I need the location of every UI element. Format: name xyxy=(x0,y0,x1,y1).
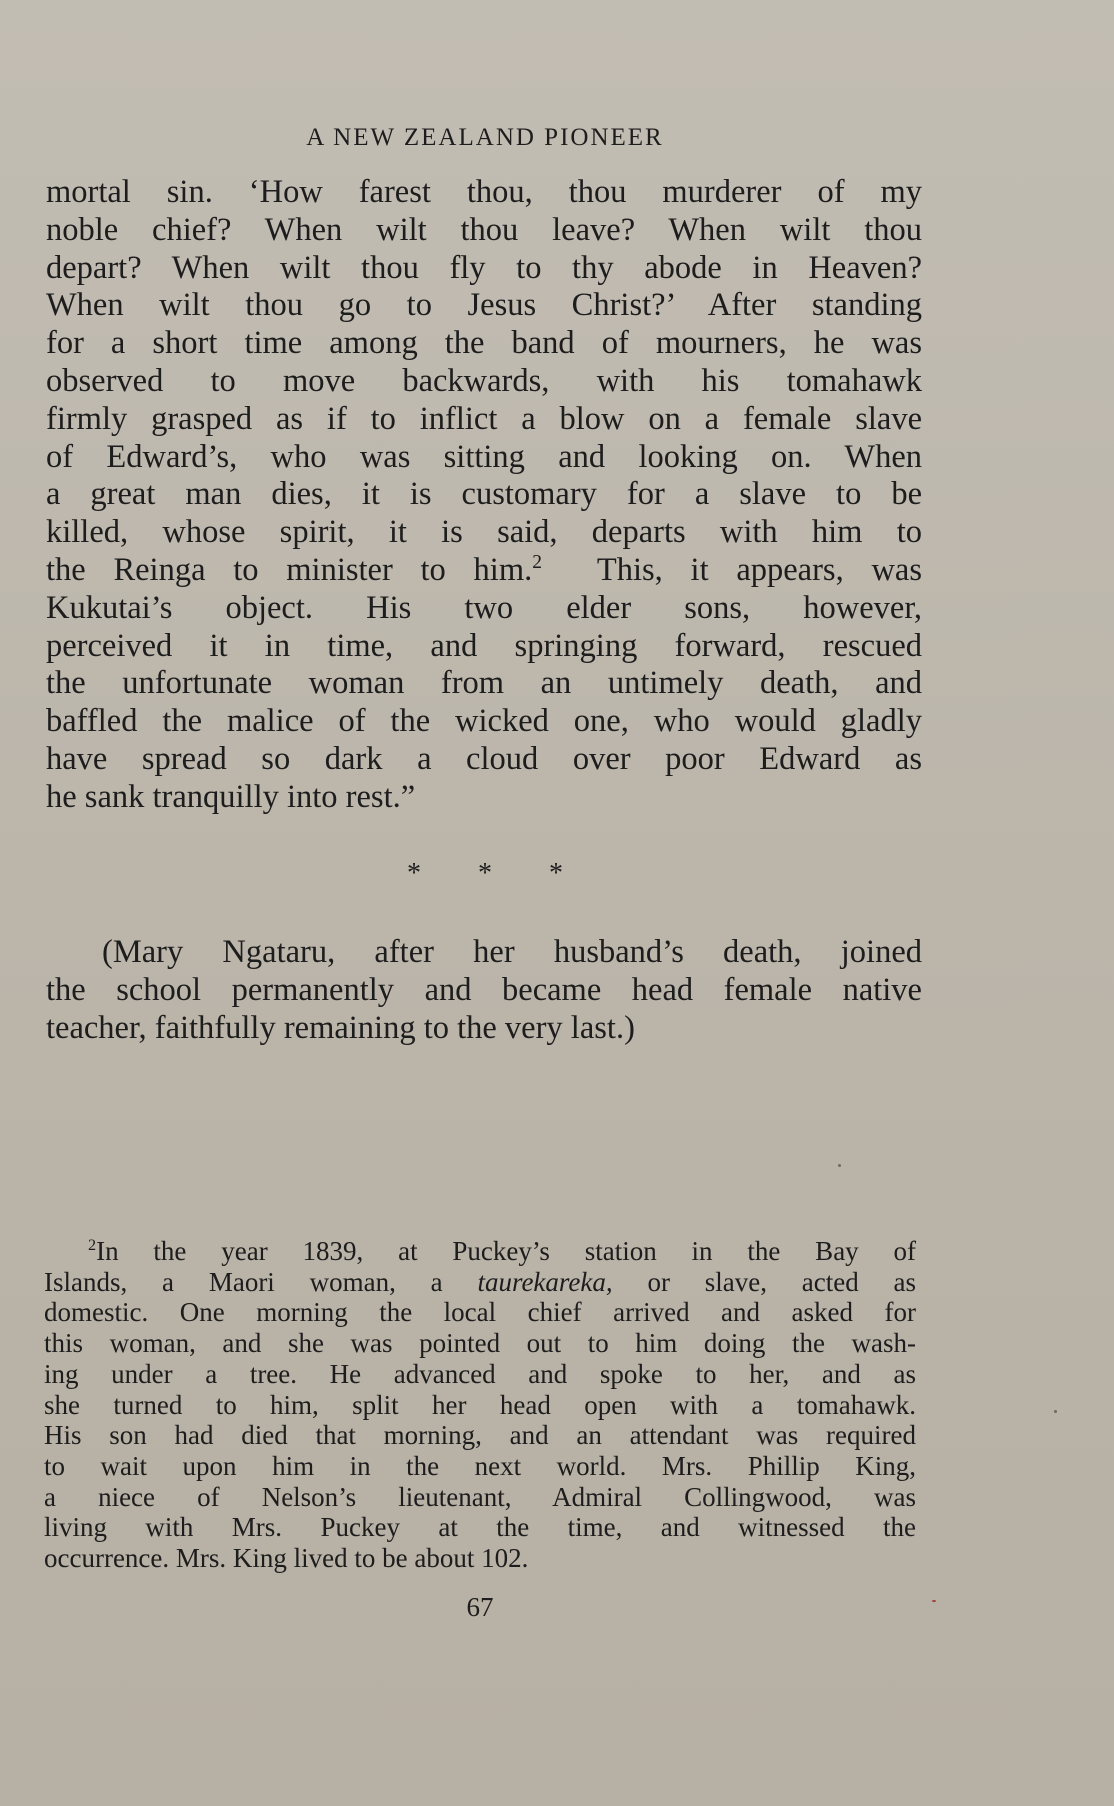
text-line: for a short time among the band of mourners, he was xyxy=(46,325,922,362)
text-segment: the Reinga to minister to him. xyxy=(46,551,533,588)
text-line: perceived it in time, and springing forward, rescued xyxy=(46,627,922,664)
footnote-line: His son had died that morning, and an attendant was required xyxy=(44,1420,916,1451)
footnote-line: to wait upon him in the next world. Mrs. Phillip King, xyxy=(44,1450,916,1481)
text-line: baffled the malice of the wicked one, who would gladly xyxy=(46,703,922,740)
text-line: observed to move backwards, with his tomahawk xyxy=(46,362,922,399)
text-line: (Mary Ngataru, after her husband’s death, joined xyxy=(102,934,922,970)
text-line: of Edward’s, who was sitting and looking on. When xyxy=(46,438,922,475)
footnote xyxy=(44,1236,916,1574)
text-line: When wilt thou go to Jesus Christ?’ After standing xyxy=(46,287,922,324)
footnote-line: she turned to him, split her head open with a tomahawk. xyxy=(44,1389,916,1420)
footnote-line: a niece of Nelson’s lieutenant, Admiral Collingwood, was xyxy=(44,1481,916,1512)
paper-speck xyxy=(1054,1410,1057,1413)
text-line: depart? When wilt thou fly to thy abode in Heaven? xyxy=(46,249,922,286)
footnote-marker: 2 xyxy=(88,1236,97,1254)
text-segment: or slave, acted as xyxy=(647,1266,917,1297)
text-line: firmly grasped as if to inflict a blow on a female slave xyxy=(46,400,922,437)
text-line: a great man dies, it is customary for a slave to be xyxy=(46,476,922,513)
text-line: killed, whose spirit, it is said, departs with him to xyxy=(46,514,922,551)
main-paragraph xyxy=(46,174,922,817)
section-break-asterisks: * * * xyxy=(407,858,563,889)
italic-maori-term: taurekareka, xyxy=(477,1266,613,1297)
paper-speck xyxy=(838,1164,841,1167)
text-segment: Islands, a Maori woman, a xyxy=(44,1266,443,1297)
text-line: noble chief? When wilt thou leave? When wilt thou xyxy=(46,211,922,248)
text-line: the unfortunate woman from an untimely death, and xyxy=(46,665,922,702)
running-head: A NEW ZEALAND PIONEER xyxy=(306,124,664,151)
text-line: he sank tranquilly into rest.” xyxy=(46,778,416,815)
footnote-line: this woman, and she was pointed out to him doing the wash- xyxy=(44,1328,916,1359)
footnote-line xyxy=(44,1267,916,1298)
footnote-line: living with Mrs. Puckey at the time, and witnessed the xyxy=(44,1512,916,1543)
footnote-line xyxy=(44,1236,916,1267)
text-line: mortal sin. ‘How farest thou, thou murderer of my xyxy=(46,174,922,210)
footnote-line: domestic. One morning the local chief arrived and asked for xyxy=(44,1297,916,1328)
paper-speck xyxy=(932,1600,936,1602)
text-line-with-footnote-ref xyxy=(46,552,922,590)
page-number: 67 xyxy=(466,1592,494,1622)
text-line: have spread so dark a cloud over poor Edward as xyxy=(46,740,922,777)
second-paragraph xyxy=(46,934,922,1047)
text-line: teacher, faithfully remaining to the very last.) xyxy=(46,1009,635,1046)
footnote-line: ing under a tree. He advanced and spoke to her, and as xyxy=(44,1358,916,1389)
footnote-reference: 2 xyxy=(532,552,542,574)
text-segment: In the year 1839, at Puckey’s station in the Bay of xyxy=(96,1236,916,1266)
text-segment: This, it appears, was xyxy=(596,551,922,588)
text-line: Kukutai’s object. His two elder sons, however, xyxy=(46,589,922,626)
text-line: the school permanently and became head female native xyxy=(46,971,922,1008)
footnote-line: occurrence. Mrs. King lived to be about 102. xyxy=(44,1543,529,1574)
